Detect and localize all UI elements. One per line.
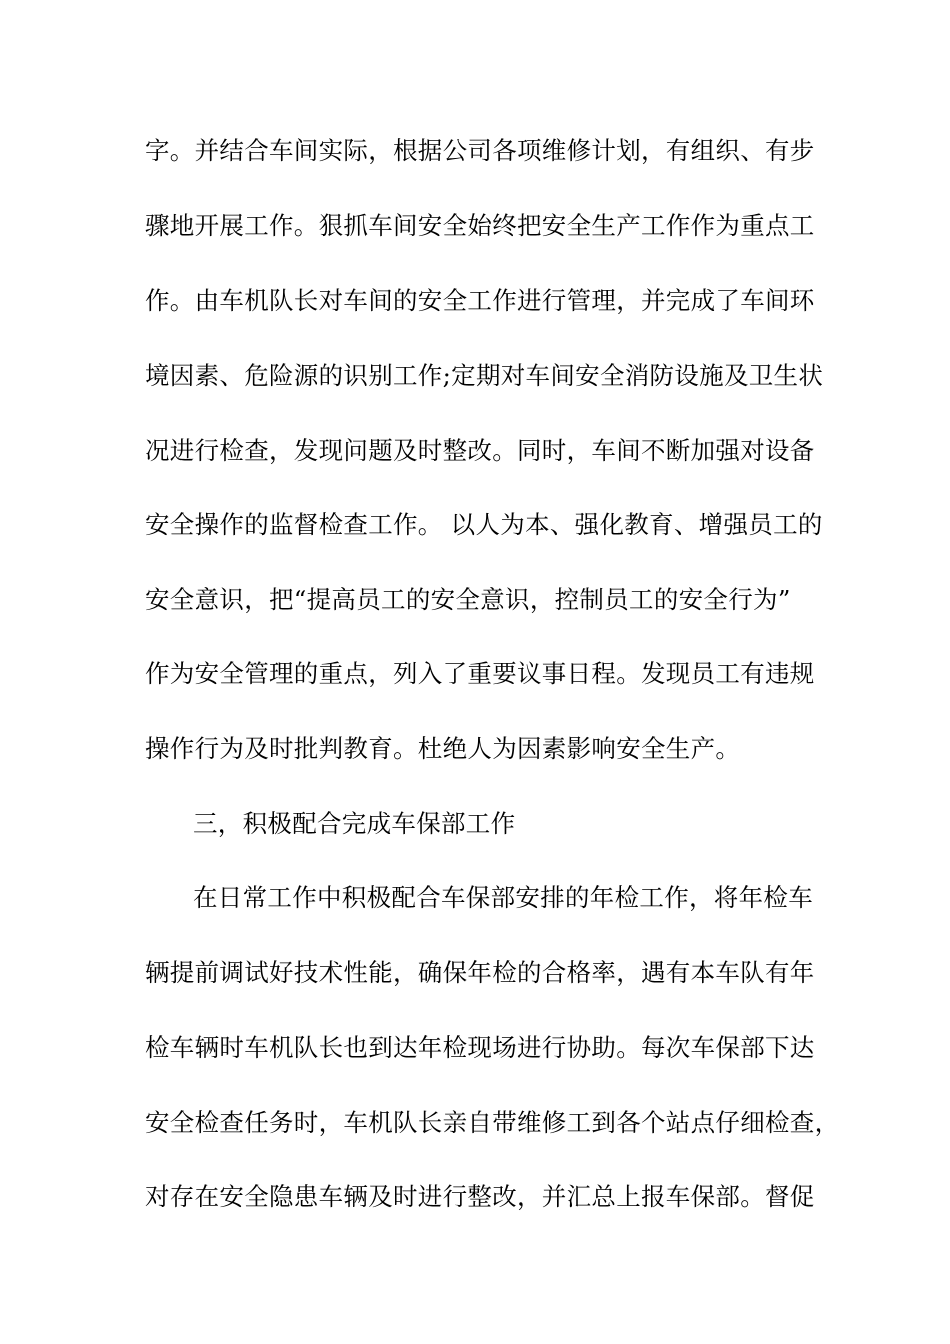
text-line-13: 检车辆时车机队长也到达年检现场进行协助。每次车保部下达 xyxy=(145,1033,815,1062)
text-line-2: 骤地开展工作。狠抓车间安全始终把安全生产工作作为重点工 xyxy=(145,211,815,240)
text-line-15: 对存在安全隐患车辆及时进行整改，并汇总上报车保部。督促 xyxy=(145,1182,815,1211)
text-line-5: 况进行检查，发现问题及时整改。同时，车间不断加强对设备 xyxy=(145,436,815,465)
text-line-12: 辆提前调试好技术性能，确保年检的合格率，遇有本车队有年 xyxy=(145,958,815,987)
text-line-3: 作。由车机队长对车间的安全工作进行管理，并完成了车间环 xyxy=(145,286,815,315)
section-heading: 三，积极配合完成车保部工作 xyxy=(193,809,516,838)
text-line-1: 字。并结合车间实际，根据公司各项维修计划，有组织、有步 xyxy=(145,136,815,165)
text-line-6: 安全操作的监督检查工作。 以人为本、强化教育、增强员工的 xyxy=(145,510,823,539)
text-line-9: 操作行为及时批判教育。杜绝人为因素影响安全生产。 xyxy=(145,734,741,763)
text-line-11: 在日常工作中积极配合车保部安排的年检工作，将年检车 xyxy=(193,883,813,912)
text-line-8: 作为安全管理的重点，列入了重要议事日程。发现员工有违规 xyxy=(145,659,815,688)
text-line-4: 境因素、危险源的识别工作;定期对车间安全消防设施及卫生状 xyxy=(145,361,824,390)
text-line-14: 安全检查任务时，车机队长亲自带维修工到各个站点仔细检查， xyxy=(145,1108,840,1137)
text-line-7: 安全意识，把“提高员工的安全意识，控制员工的安全行为” xyxy=(145,585,791,614)
